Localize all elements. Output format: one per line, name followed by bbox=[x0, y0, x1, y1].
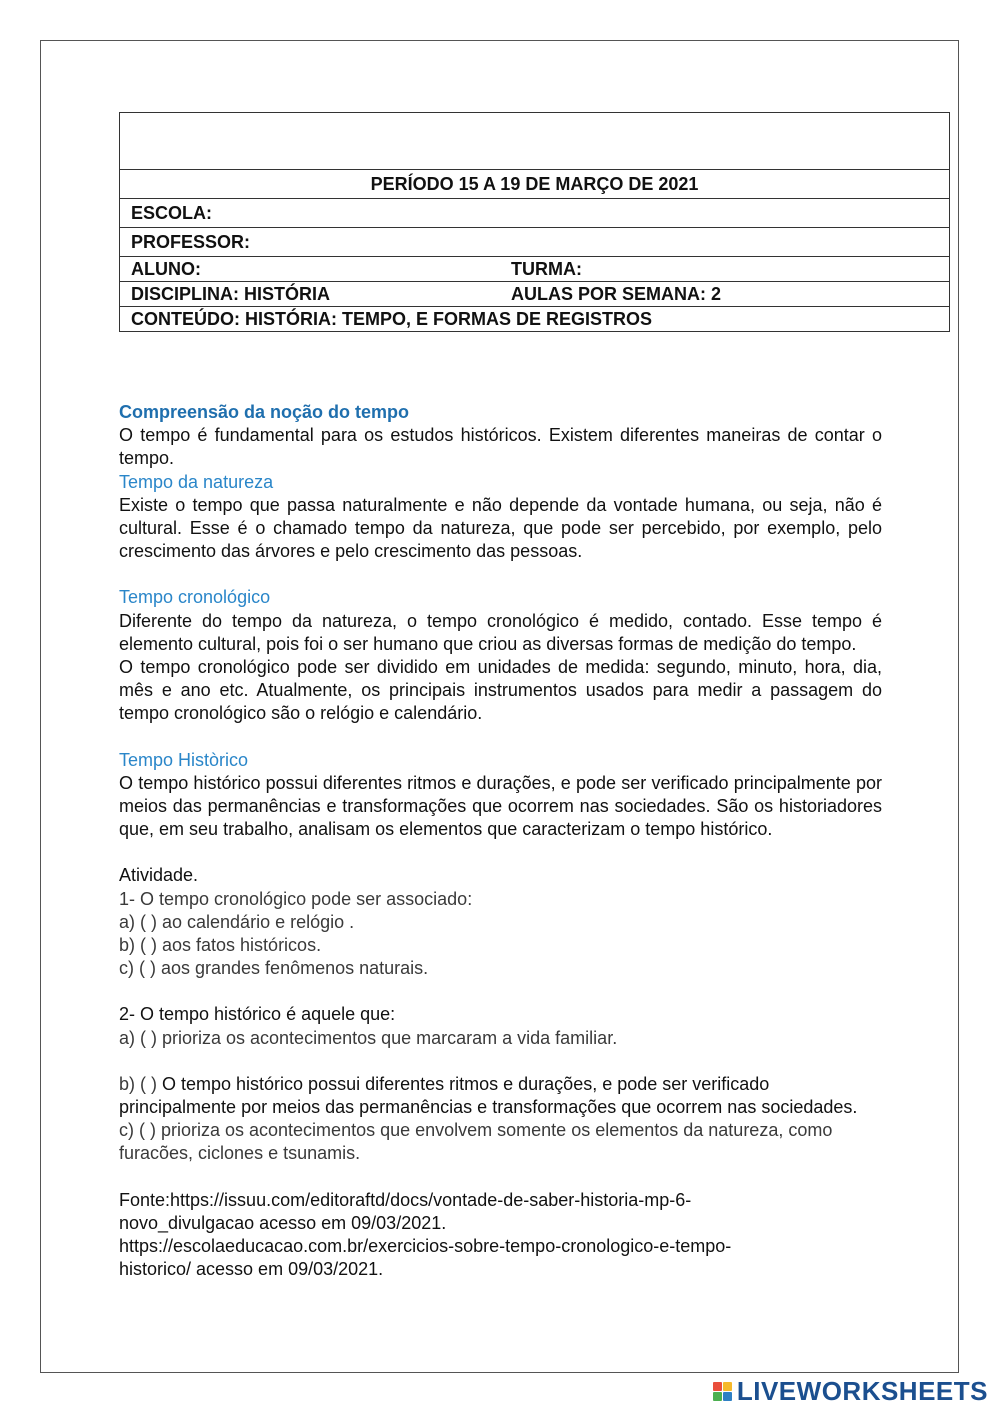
section-title-natureza: Tempo da natureza bbox=[119, 471, 274, 492]
disciplina-aulas-row bbox=[120, 282, 950, 307]
question-1-option-c[interactable]: c) ( ) aos grandes fenômenos naturais. bbox=[119, 958, 429, 979]
spacer bbox=[119, 1166, 882, 1189]
escola-field: ESCOLA: bbox=[120, 199, 950, 228]
question-2-option-b[interactable] bbox=[119, 1073, 882, 1119]
worksheet-content bbox=[119, 401, 882, 1282]
spacer bbox=[119, 980, 882, 1003]
spacer bbox=[119, 841, 882, 864]
source-line-1: Fonte:https://issuu.com/editoraftd/docs/vontade-de-saber-historia-mp-6- bbox=[119, 1189, 692, 1210]
question-2-option-c[interactable]: c) ( ) prioriza os acontecimentos que envolvem somente os elementos da natureza, como furacões, ciclones e tsunamis. bbox=[119, 1120, 833, 1164]
activity-title: Atividade. bbox=[119, 865, 199, 886]
section-text-cronologico-1: Diferente do tempo da natureza, o tempo cronológico é medido, contado. Esse tempo é elemento cultural, pois foi o ser humano que criou as diversas formas de medição do tempo. bbox=[119, 610, 882, 654]
period-label: PERÍODO 15 A 19 DE MARÇO DE 2021 bbox=[120, 170, 950, 199]
spacer bbox=[119, 726, 882, 749]
header-empty-row bbox=[120, 113, 950, 170]
liveworksheets-logo-text: LIVEWORKSHEETS bbox=[736, 1375, 988, 1406]
section-title-nocao: Compreensão da noção do tempo bbox=[119, 402, 410, 422]
source-line-4: historico/ acesso em 09/03/2021. bbox=[119, 1259, 384, 1280]
aluno-turma-row bbox=[120, 257, 950, 282]
spacer bbox=[119, 1050, 882, 1073]
question-1-option-a[interactable]: a) ( ) ao calendário e relógio . bbox=[119, 911, 355, 932]
section-text-natureza: Existe o tempo que passa naturalmente e não depende da vontade humana, ou seja, não é cultural. Esse é o chamado tempo da natureza, que pode ser percebido, por exemplo, pelo crescimento das árvores e pelo crescimento das pessoas. bbox=[119, 494, 882, 562]
question-2-option-b-text: O tempo histórico possui diferentes ritmos e durações, e pode ser verificado principalmente por meios das permanências e transformações que ocorrem nas sociedades. bbox=[119, 1073, 858, 1118]
aulas-field: AULAS POR SEMANA: 2 bbox=[511, 283, 722, 304]
header-table bbox=[119, 112, 950, 332]
section-text-nocao: O tempo é fundamental para os estudos históricos. Existem diferentes maneiras de contar o tempo. bbox=[119, 425, 882, 469]
turma-field: TURMA: bbox=[511, 258, 582, 279]
section-text-historico: O tempo histórico possui diferentes ritmos e durações, e pode ser verificado principalmente por meios das permanências e transformações que ocorrem nas sociedades. São os historiadores que, em seu trabalho, analisam os elementos que caracterizam o tempo histórico. bbox=[119, 772, 882, 840]
source-line-3: https://escolaeducacao.com.br/exercicios-sobre-tempo-cronologico-e-tempo- bbox=[119, 1236, 732, 1257]
conteudo-field: CONTEÚDO: HISTÓRIA: TEMPO, E FORMAS DE REGISTROS bbox=[120, 307, 950, 332]
aluno-field: ALUNO: bbox=[131, 258, 201, 279]
header-empty-cell bbox=[120, 113, 950, 170]
disciplina-field: DISCIPLINA: HISTÓRIA bbox=[131, 283, 331, 304]
section-text-cronologico-2: O tempo cronológico pode ser dividido em unidades de medida: segundo, minuto, hora, dia, mês e ano etc. Atualmente, os principais instrumentos usados para medir a passagem do tempo cronológico são o relógio e calendário. bbox=[119, 657, 882, 724]
question-1: 1- O tempo cronológico pode ser associado: bbox=[119, 888, 473, 909]
question-1-option-b[interactable]: b) ( ) aos fatos históricos. bbox=[119, 935, 322, 956]
question-2-option-a[interactable]: a) ( ) prioriza os acontecimentos que marcaram a vida familiar. bbox=[119, 1027, 618, 1048]
section-title-historico: Tempo Històrico bbox=[119, 749, 249, 770]
liveworksheets-logo-icon bbox=[713, 1382, 732, 1401]
spacer bbox=[119, 563, 882, 586]
question-2: 2- O tempo histórico é aquele que: bbox=[119, 1004, 396, 1025]
question-2-option-b-marker: b) ( ) bbox=[119, 1073, 162, 1094]
liveworksheets-logo[interactable] bbox=[713, 1376, 988, 1406]
section-title-cronologico: Tempo cronológico bbox=[119, 587, 271, 608]
source-line-2: novo_divulgacao acesso em 09/03/2021. bbox=[119, 1212, 447, 1233]
professor-field: PROFESSOR: bbox=[120, 228, 950, 257]
